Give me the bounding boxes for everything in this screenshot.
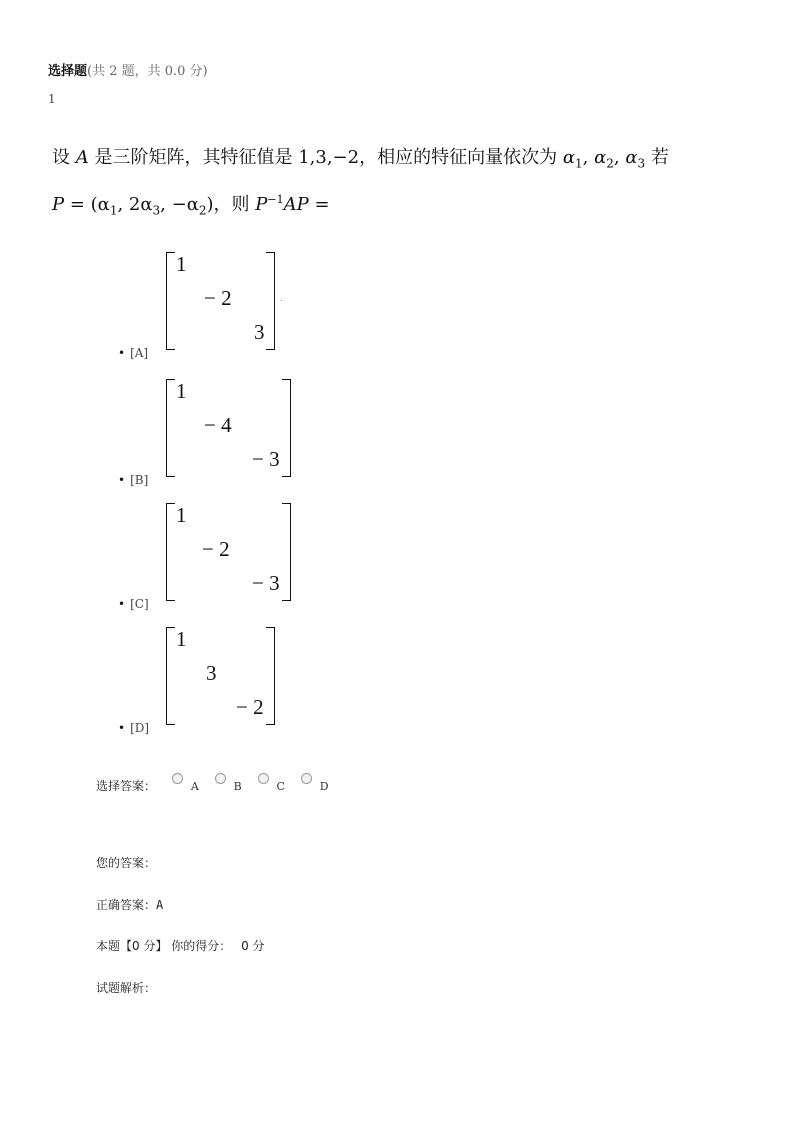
matrix-entry: − 3: [252, 571, 280, 595]
answer-selector: [96, 773, 329, 794]
option-b[interactable]: [118, 379, 418, 489]
matrix-entry: − 2: [202, 537, 230, 561]
matrix-entry: 1: [176, 503, 187, 527]
your-answer-label: 您的答案：: [96, 856, 157, 870]
score-label: 本题【0 分】 你的得分：: [96, 939, 232, 953]
left-bracket: [166, 627, 175, 725]
question-stem-line1: 设 A 是三阶矩阵，其特征值是 1,3,−2，相应的特征向量依次为 $\alpha_1$, $\alpha_2$, $\alpha_3$ 若: [52, 147, 669, 171]
matrix-entry: − 4: [204, 413, 232, 437]
matrix-entry: 1: [176, 379, 187, 403]
question-number: 1: [48, 92, 56, 106]
score-value: 0 分: [241, 939, 265, 953]
right-bracket: [282, 379, 291, 477]
option-a[interactable]: [118, 252, 418, 362]
analysis-label: 试题解析：: [96, 981, 157, 995]
matrix-entry: − 2: [236, 695, 264, 719]
radio-d[interactable]: [301, 773, 312, 784]
analysis: [96, 979, 156, 996]
radio-b[interactable]: [215, 773, 226, 784]
section-meta: (共 2 题，共 0.0 分): [87, 64, 208, 79]
radio-label-d: D: [319, 780, 329, 793]
dot-mark: .: [280, 294, 283, 303]
option-d[interactable]: [118, 627, 418, 737]
radio-c[interactable]: [258, 773, 269, 784]
correct-answer-value: A: [156, 898, 164, 912]
radio-label-a: A: [190, 780, 199, 793]
matrix-entry: 3: [254, 320, 265, 344]
option-label: • [A]: [118, 346, 148, 360]
right-bracket: [282, 503, 291, 601]
correct-answer: [96, 896, 163, 913]
option-label: • [C]: [118, 597, 149, 611]
score-line: [96, 937, 265, 954]
section-title: 选择题: [48, 64, 88, 79]
matrix-entry: 3: [206, 661, 217, 685]
option-c[interactable]: [118, 503, 418, 613]
radio-a[interactable]: [172, 773, 183, 784]
matrix-entry: − 2: [204, 286, 232, 310]
correct-answer-label: 正确答案：: [96, 898, 157, 912]
radio-label-b: B: [233, 780, 242, 793]
section-header: [48, 60, 208, 79]
your-answer: [96, 854, 156, 871]
radio-label-c: C: [276, 780, 285, 793]
answer-select-label: 选择答案：: [96, 779, 157, 793]
option-label: • [B]: [118, 473, 148, 487]
option-label: • [D]: [118, 721, 149, 735]
left-bracket: [166, 503, 175, 601]
question-stem-line2: $P = (\alpha_1$, $2\alpha_3$, $-\alpha_2$)，则 $P^{-1}AP$ =: [52, 193, 330, 218]
matrix-entry: − 3: [252, 447, 280, 471]
right-bracket: [266, 627, 275, 725]
matrix-entry: 1: [176, 627, 187, 651]
right-bracket: [266, 252, 275, 350]
left-bracket: [166, 379, 175, 477]
left-bracket: [166, 252, 175, 350]
matrix-entry: 1: [176, 252, 187, 276]
